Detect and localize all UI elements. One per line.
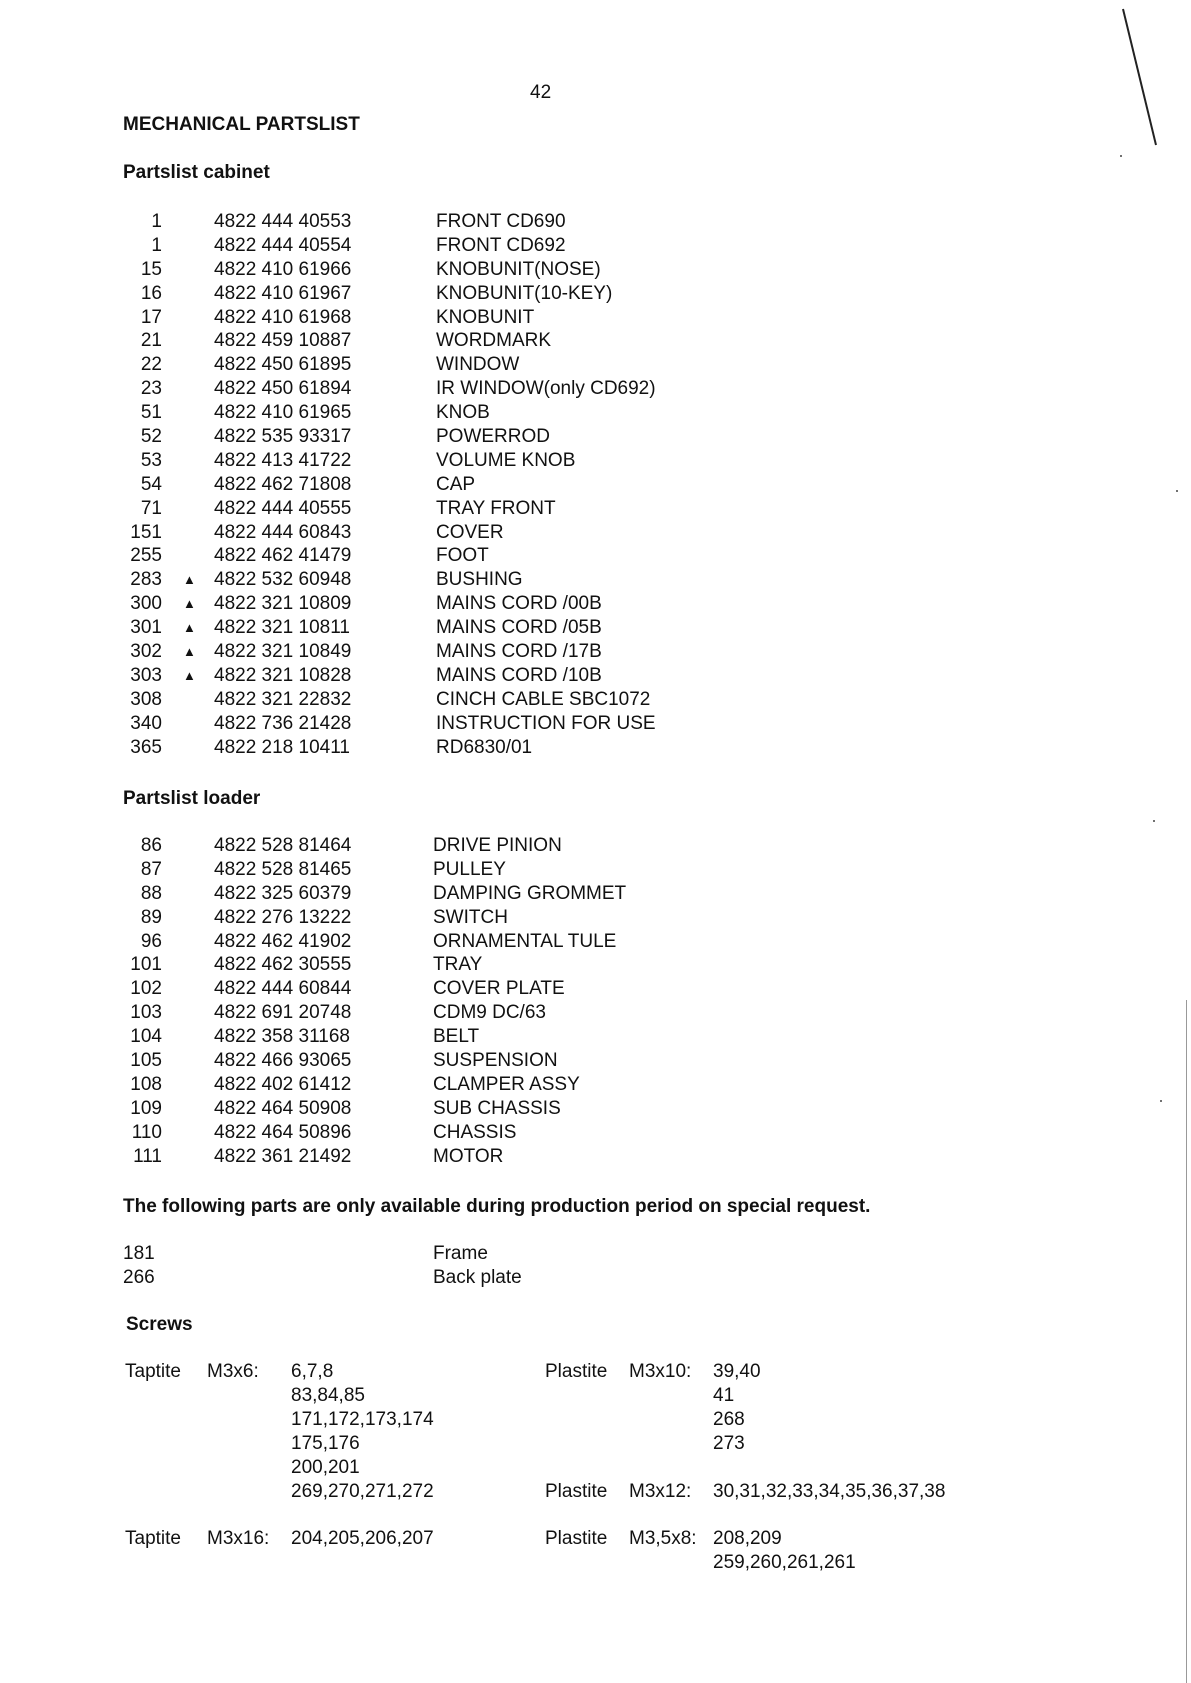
- safety-warning-icon: ▲: [183, 620, 196, 636]
- part-description: RD6830/01: [436, 736, 533, 758]
- part-position: 303: [130, 664, 162, 686]
- screw-position-list: 175,176: [291, 1433, 360, 1454]
- part-row: [0, 1145, 1191, 1169]
- part-code: 4822 410 61968: [214, 306, 352, 328]
- screw-type: Plastite: [545, 1481, 608, 1502]
- part-description: FRONT CD690: [436, 211, 566, 232]
- part-row: [0, 1025, 1191, 1049]
- part-code: 4822 321 10849: [214, 641, 352, 663]
- safety-warning-icon: ▲: [183, 572, 196, 588]
- part-code: 4822 444 40553: [214, 211, 352, 232]
- part-description: BUSHING: [436, 569, 523, 591]
- part-code: 4822 450 61895: [214, 354, 352, 376]
- part-row: [0, 329, 1191, 353]
- part-description: KNOBUNIT(10-KEY): [436, 282, 613, 304]
- part-position: 151: [130, 521, 162, 543]
- screw-type: Taptite: [125, 1528, 181, 1549]
- part-position: 109: [130, 1097, 162, 1119]
- part-row: [0, 977, 1191, 1001]
- part-code: 4822 444 60843: [214, 521, 352, 543]
- part-position: 300: [130, 593, 162, 615]
- part-code: 4822 462 71808: [214, 473, 352, 495]
- part-code: 4822 321 22832: [214, 688, 352, 710]
- part-code: 4822 218 10411: [214, 736, 350, 758]
- part-code: 4822 361 21492: [214, 1145, 352, 1167]
- part-description: MAINS CORD /17B: [436, 641, 602, 663]
- part-code: 4822 459 10887: [214, 330, 352, 352]
- part-position: 89: [140, 906, 162, 928]
- part-row: [0, 473, 1191, 497]
- loader-parts-table: [0, 834, 1191, 1168]
- part-code: 4822 276 13222: [214, 906, 352, 928]
- part-position: 15: [140, 258, 162, 280]
- part-position: 1: [151, 211, 162, 232]
- screw-position-list: 269,270,271,272: [291, 1481, 434, 1502]
- part-row: [0, 1121, 1191, 1145]
- part-position: 110: [131, 1121, 162, 1143]
- part-row: [0, 1097, 1191, 1121]
- screw-position-list: 83,84,85: [291, 1385, 365, 1406]
- part-code: 4822 532 60948: [214, 569, 352, 591]
- part-position: 17: [140, 306, 162, 328]
- part-code: 4822 444 60844: [214, 978, 352, 1000]
- part-row: [0, 882, 1191, 906]
- screw-positions: [713, 1360, 761, 1456]
- part-position: 22: [140, 354, 162, 376]
- part-code: 4822 466 93065: [214, 1050, 352, 1072]
- part-description: MAINS CORD /00B: [436, 593, 602, 615]
- part-code: 4822 736 21428: [214, 712, 352, 734]
- part-position: 96: [140, 930, 162, 952]
- part-description: IR WINDOW(only CD692): [436, 378, 656, 400]
- part-description: PULLEY: [433, 858, 506, 880]
- part-code: 4822 325 60379: [214, 882, 352, 904]
- part-row: [0, 688, 1191, 712]
- screw-type: Plastite: [545, 1361, 608, 1382]
- part-description: TRAY: [433, 954, 483, 976]
- safety-warning-icon: ▲: [183, 596, 196, 612]
- part-code: 4822 321 10809: [214, 593, 352, 615]
- part-row: [0, 234, 1191, 258]
- part-code: 4822 691 20748: [214, 1002, 352, 1024]
- part-position: 54: [140, 473, 162, 495]
- part-description: DRIVE PINION: [433, 835, 562, 856]
- part-description: CLAMPER ASSY: [433, 1073, 580, 1095]
- part-code: 4822 462 30555: [214, 954, 352, 976]
- part-row: [0, 1049, 1191, 1073]
- scan-dot: [1153, 820, 1155, 822]
- part-row: [0, 834, 1191, 858]
- part-code: 4822 410 61966: [214, 258, 352, 280]
- screw-size: M3x16:: [207, 1528, 270, 1549]
- part-position: 308: [130, 688, 162, 710]
- screw-position-list: 200,201: [291, 1457, 360, 1478]
- part-row: [0, 616, 1191, 640]
- scan-dot: [1176, 490, 1178, 492]
- screw-size: M3,5x8:: [629, 1528, 697, 1549]
- part-code: 4822 528 81465: [214, 858, 352, 880]
- part-row: [0, 258, 1191, 282]
- part-description: MAINS CORD /05B: [436, 617, 602, 639]
- part-row: [0, 953, 1191, 977]
- part-position: 1: [151, 234, 162, 256]
- part-row: [0, 449, 1191, 473]
- screw-position-list: 39,40: [713, 1361, 761, 1382]
- cabinet-heading: Partslist cabinet: [123, 162, 270, 183]
- screw-positions: [713, 1480, 945, 1504]
- part-row: [0, 736, 1191, 760]
- part-row: [0, 640, 1191, 664]
- part-position: 108: [130, 1073, 162, 1095]
- screw-position-list: 208,209: [713, 1528, 782, 1549]
- screw-positions: [291, 1527, 434, 1551]
- part-description: BELT: [433, 1026, 480, 1048]
- part-code: 4822 444 40555: [214, 497, 352, 519]
- screw-position-list: 204,205,206,207: [291, 1528, 434, 1549]
- part-description: KNOBUNIT(NOSE): [436, 258, 601, 280]
- part-position: 52: [140, 426, 162, 448]
- part-description: CAP: [436, 473, 476, 495]
- part-description: FRONT CD692: [436, 234, 566, 256]
- screw-position-list: 41: [713, 1385, 735, 1406]
- part-description: KNOBUNIT: [436, 306, 535, 328]
- part-description: COVER: [436, 521, 504, 543]
- part-description: CHASSIS: [433, 1121, 517, 1143]
- page-number: 42: [530, 82, 552, 103]
- part-position: 105: [130, 1050, 162, 1072]
- part-position: 16: [140, 282, 162, 304]
- part-position: 102: [130, 978, 162, 1000]
- part-row: [0, 544, 1191, 568]
- screw-position-list: 30,31,32,33,34,35,36,37,38: [713, 1481, 946, 1502]
- part-code: 4822 450 61894: [214, 378, 352, 400]
- part-row: [0, 664, 1191, 688]
- part-position: 340: [130, 712, 162, 734]
- part-code: 4822 321 10811: [214, 617, 350, 639]
- part-position: 53: [140, 449, 162, 471]
- screw-positions: [713, 1527, 856, 1575]
- screw-size: M3x12:: [629, 1481, 692, 1502]
- special-part-description: Back plate: [433, 1267, 522, 1288]
- cabinet-parts-table: [0, 210, 1191, 759]
- part-description: SUSPENSION: [433, 1050, 558, 1072]
- screw-type: Plastite: [545, 1528, 608, 1549]
- part-row: [0, 858, 1191, 882]
- part-description: ORNAMENTAL TULE: [433, 930, 617, 952]
- part-row: [0, 425, 1191, 449]
- part-position: 301: [130, 617, 162, 639]
- scan-artifact-right-edge: [1186, 1000, 1187, 1683]
- part-description: MOTOR: [433, 1145, 504, 1167]
- part-description: TRAY FRONT: [436, 497, 556, 519]
- part-row: [0, 1073, 1191, 1097]
- part-description: SUB CHASSIS: [433, 1097, 561, 1119]
- part-position: 302: [130, 641, 162, 663]
- part-code: 4822 535 93317: [214, 426, 352, 448]
- part-row: [0, 282, 1191, 306]
- part-row: [0, 712, 1191, 736]
- part-position: 365: [130, 736, 162, 758]
- part-position: 86: [140, 835, 162, 856]
- special-part-position: 266: [123, 1267, 155, 1288]
- part-code: 4822 410 61965: [214, 402, 352, 424]
- part-code: 4822 464 50896: [214, 1121, 352, 1143]
- part-code: 4822 444 40554: [214, 234, 352, 256]
- part-description: MAINS CORD /10B: [436, 664, 602, 686]
- part-description: VOLUME KNOB: [436, 449, 576, 471]
- part-row: [0, 497, 1191, 521]
- part-row: [0, 521, 1191, 545]
- part-code: 4822 413 41722: [214, 449, 352, 471]
- part-row: [0, 306, 1191, 330]
- scan-dot: [1120, 155, 1122, 157]
- part-code: 4822 410 61967: [214, 282, 352, 304]
- part-row: [0, 568, 1191, 592]
- part-position: 111: [133, 1145, 162, 1167]
- loader-heading: Partslist loader: [123, 788, 261, 809]
- part-description: CDM9 DC/63: [433, 1002, 546, 1024]
- screws-heading: Screws: [126, 1314, 193, 1335]
- part-row: [0, 377, 1191, 401]
- part-description: SWITCH: [433, 906, 508, 928]
- special-request-notice: The following parts are only available during production period on special request.: [123, 1196, 871, 1217]
- part-row: [0, 1001, 1191, 1025]
- part-row: [0, 353, 1191, 377]
- safety-warning-icon: ▲: [183, 644, 196, 660]
- part-description: POWERROD: [436, 426, 550, 448]
- part-position: 283: [130, 569, 162, 591]
- part-description: INSTRUCTION FOR USE: [436, 712, 656, 734]
- part-description: CINCH CABLE SBC1072: [436, 688, 651, 710]
- screw-position-list: 171,172,173,174: [291, 1409, 434, 1430]
- part-code: 4822 528 81464: [214, 835, 352, 856]
- part-position: 104: [130, 1026, 162, 1048]
- part-description: KNOB: [436, 402, 490, 424]
- document-title: MECHANICAL PARTSLIST: [123, 114, 360, 135]
- part-position: 23: [140, 378, 162, 400]
- part-position: 51: [140, 402, 162, 424]
- part-position: 87: [140, 858, 162, 880]
- part-code: 4822 462 41902: [214, 930, 352, 952]
- part-description: COVER PLATE: [433, 978, 565, 1000]
- part-row: [0, 906, 1191, 930]
- special-part-position: 181: [123, 1243, 155, 1264]
- scan-dot: [1160, 1100, 1162, 1102]
- part-description: FOOT: [436, 545, 489, 567]
- part-code: 4822 402 61412: [214, 1073, 352, 1095]
- part-row: [0, 930, 1191, 954]
- part-position: 101: [130, 954, 162, 976]
- part-position: 255: [130, 545, 162, 567]
- part-description: WINDOW: [436, 354, 520, 376]
- part-description: WORDMARK: [436, 330, 552, 352]
- part-row: [0, 210, 1191, 234]
- part-code: 4822 464 50908: [214, 1097, 352, 1119]
- special-part-description: Frame: [433, 1243, 488, 1264]
- screw-type: Taptite: [125, 1361, 181, 1382]
- part-code: 4822 321 10828: [214, 664, 352, 686]
- screw-position-list: 259,260,261,261: [713, 1552, 856, 1573]
- part-description: DAMPING GROMMET: [433, 882, 627, 904]
- screw-size: M3x6:: [207, 1361, 259, 1382]
- screw-position-list: 268: [713, 1409, 745, 1430]
- part-row: [0, 592, 1191, 616]
- part-position: 88: [140, 882, 162, 904]
- part-position: 71: [140, 497, 162, 519]
- safety-warning-icon: ▲: [183, 667, 196, 683]
- part-position: 103: [130, 1002, 162, 1024]
- part-code: 4822 358 31168: [214, 1026, 350, 1048]
- part-row: [0, 401, 1191, 425]
- screw-position-list: 6,7,8: [291, 1361, 334, 1382]
- part-code: 4822 462 41479: [214, 545, 352, 567]
- part-position: 21: [140, 330, 162, 352]
- screw-position-list: 273: [713, 1433, 745, 1454]
- scan-artifact-line: [1120, 5, 1160, 155]
- screw-positions: [291, 1360, 434, 1504]
- screw-size: M3x10:: [629, 1361, 692, 1382]
